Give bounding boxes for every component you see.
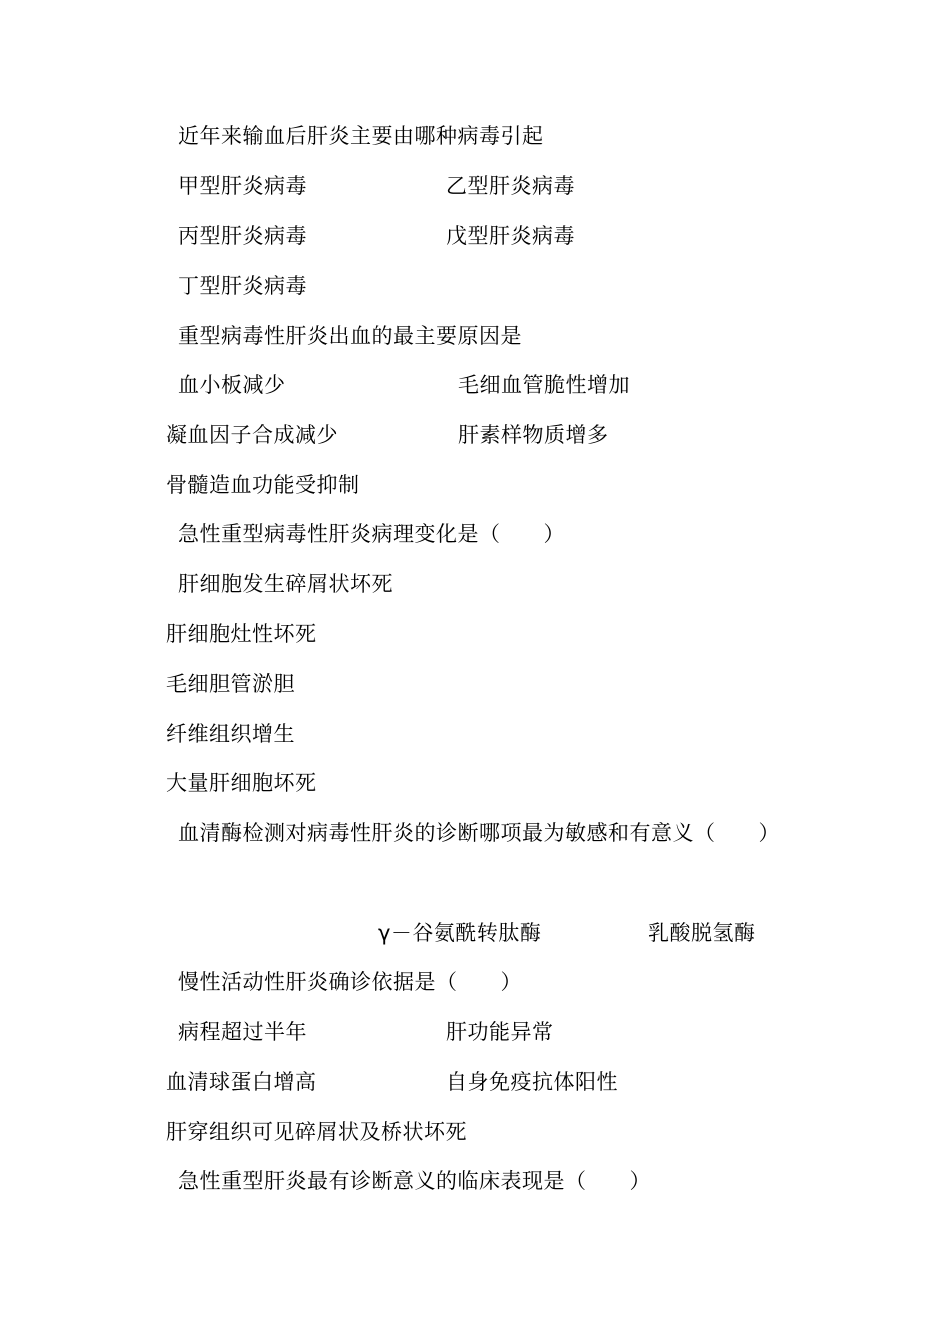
question-6-stem: 急性重型肝炎最有诊断意义的临床表现是（ ）	[178, 1169, 651, 1193]
question-5-option-e: 肝穿组织可见碎屑状及桥状坏死	[166, 1120, 467, 1144]
question-3-option-c: 毛细胆管淤胆	[166, 672, 295, 696]
question-5-option-c: 血清球蛋白增高	[166, 1070, 317, 1094]
question-1-option-a: 甲型肝炎病毒	[178, 174, 307, 198]
question-2-option-e: 骨髓造血功能受抑制	[166, 473, 360, 497]
question-5-option-d: 自身免疫抗体阳性	[446, 1070, 618, 1094]
question-1-option-b: 乙型肝炎病毒	[446, 174, 575, 198]
question-3-option-d: 纤维组织增生	[166, 722, 295, 746]
question-1-option-c: 丙型肝炎病毒	[178, 224, 307, 248]
question-4-option-b: 乳酸脱氢酶	[648, 921, 756, 945]
question-1-stem: 近年来输血后肝炎主要由哪种病毒引起	[178, 124, 544, 148]
question-3-option-a: 肝细胞发生碎屑状坏死	[178, 572, 393, 596]
question-5-option-a: 病程超过半年	[178, 1020, 307, 1044]
question-4-option-a: γ－谷氨酰转肽酶	[378, 921, 542, 945]
question-3-stem: 急性重型病毒性肝炎病理变化是（ ）	[178, 522, 565, 546]
question-5-stem: 慢性活动性肝炎确诊依据是（ ）	[178, 970, 522, 994]
question-5-option-b: 肝功能异常	[446, 1020, 554, 1044]
question-4-stem: 血清酶检测对病毒性肝炎的诊断哪项最为敏感和有意义（ ）	[178, 821, 780, 845]
question-2-option-c: 凝血因子合成减少	[166, 423, 338, 447]
question-2-option-d: 肝素样物质增多	[458, 423, 609, 447]
question-2-stem: 重型病毒性肝炎出血的最主要原因是	[178, 324, 522, 348]
question-2-option-b: 毛细血管脆性增加	[458, 373, 630, 397]
question-1-option-e: 丁型肝炎病毒	[178, 274, 307, 298]
question-1-option-d: 戊型肝炎病毒	[446, 224, 575, 248]
question-3-option-e: 大量肝细胞坏死	[166, 771, 317, 795]
question-2-option-a: 血小板减少	[178, 373, 286, 397]
question-3-option-b: 肝细胞灶性坏死	[166, 622, 317, 646]
